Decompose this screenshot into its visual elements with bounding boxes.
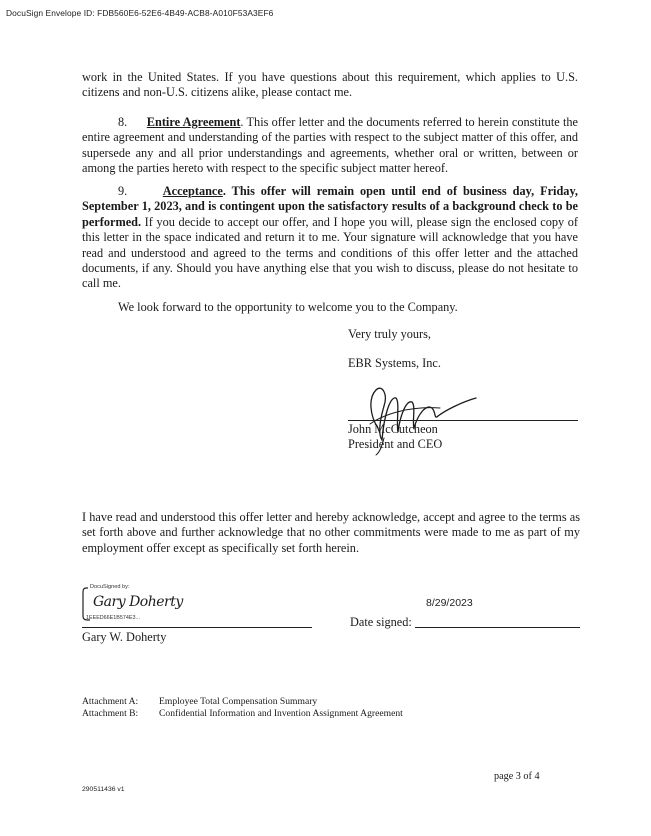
section-9-heading: Acceptance xyxy=(162,184,223,198)
attachment-a-title: Employee Total Compensation Summary xyxy=(159,696,318,707)
docusigned-by-label: DocuSigned by: xyxy=(90,584,130,590)
section-8-text: . This offer letter and the documents referred to herein constitute the entire agreement and understanding of the parties with respect to the subject matter of this offer, and supersede any and all prior understandings and agreements, whether oral or written, between or among the parties hereto with respect to the specific subject matter hereof. xyxy=(82,115,578,176)
section-9-bold-text: . This offer will remain open until end of business day, Friday, September 1, 2023, and is contingent upon the satisfactory results of a background check to be performed. xyxy=(82,184,578,229)
date-signed-line xyxy=(415,627,580,628)
attachment-a-label: Attachment A: xyxy=(82,696,139,707)
attachment-b xyxy=(82,708,403,719)
look-forward-sentence: We look forward to the opportunity to welcome you to the Company. xyxy=(118,300,458,314)
ceo-name: John McCutcheon xyxy=(348,422,438,436)
section-9-number: 9. xyxy=(118,184,128,198)
section-9-paragraph xyxy=(82,184,578,292)
ceo-signature-line xyxy=(348,420,578,421)
attachment-b-title: Confidential Information and Invention Assignment Agreement xyxy=(159,708,403,719)
section-9-text: If you decide to accept our offer, and I hope you will, please sign the enclosed copy of this letter in the space indicated and return it to me. Your signature will acknowledge that you have read and understood and agreed to the terms and conditions of this offer letter and the attached documents, if any. Should you have anything else that you wish to discuss, please do not hesitate to call me. xyxy=(82,214,578,291)
attachment-b-label: Attachment B: xyxy=(82,708,139,719)
section-8-heading: Entire Agreement xyxy=(146,115,241,129)
employee-signature: Gary Doherty xyxy=(93,594,183,610)
closing-salutation: Very truly yours, xyxy=(348,327,431,341)
company-name: EBR Systems, Inc. xyxy=(348,356,441,370)
date-signed-label: Date signed: xyxy=(350,615,412,629)
employee-name: Gary W. Doherty xyxy=(82,630,167,644)
employee-signature-line xyxy=(82,627,312,628)
acknowledgement-paragraph: I have read and understood this offer letter and hereby acknowledge, accept and agree to the terms as set forth above and further acknowledge that no other commitments were made to me as part of my employment offer except as specifically set forth herein. xyxy=(82,510,580,555)
paragraph-continued: work in the United States. If you have questions about this requirement, which applies to U.S. citizens and non-U.S. citizens alike, please contact me. xyxy=(82,70,578,100)
date-signed-value: 8/29/2023 xyxy=(426,597,473,609)
docusign-envelope-id: DocuSign Envelope ID: FDB560E6-52E6-4B49-ACB8-A010F53A3EF6 xyxy=(6,8,274,18)
section-8-paragraph xyxy=(82,115,578,177)
attachment-a xyxy=(82,696,317,707)
page-number: page 3 of 4 xyxy=(494,771,540,782)
ceo-title: President and CEO xyxy=(348,437,443,451)
document-id: 290511436 v1 xyxy=(82,786,125,793)
section-8-number: 8. xyxy=(118,115,128,129)
signature-id: 1EEED66E1B574E3... xyxy=(86,615,140,621)
